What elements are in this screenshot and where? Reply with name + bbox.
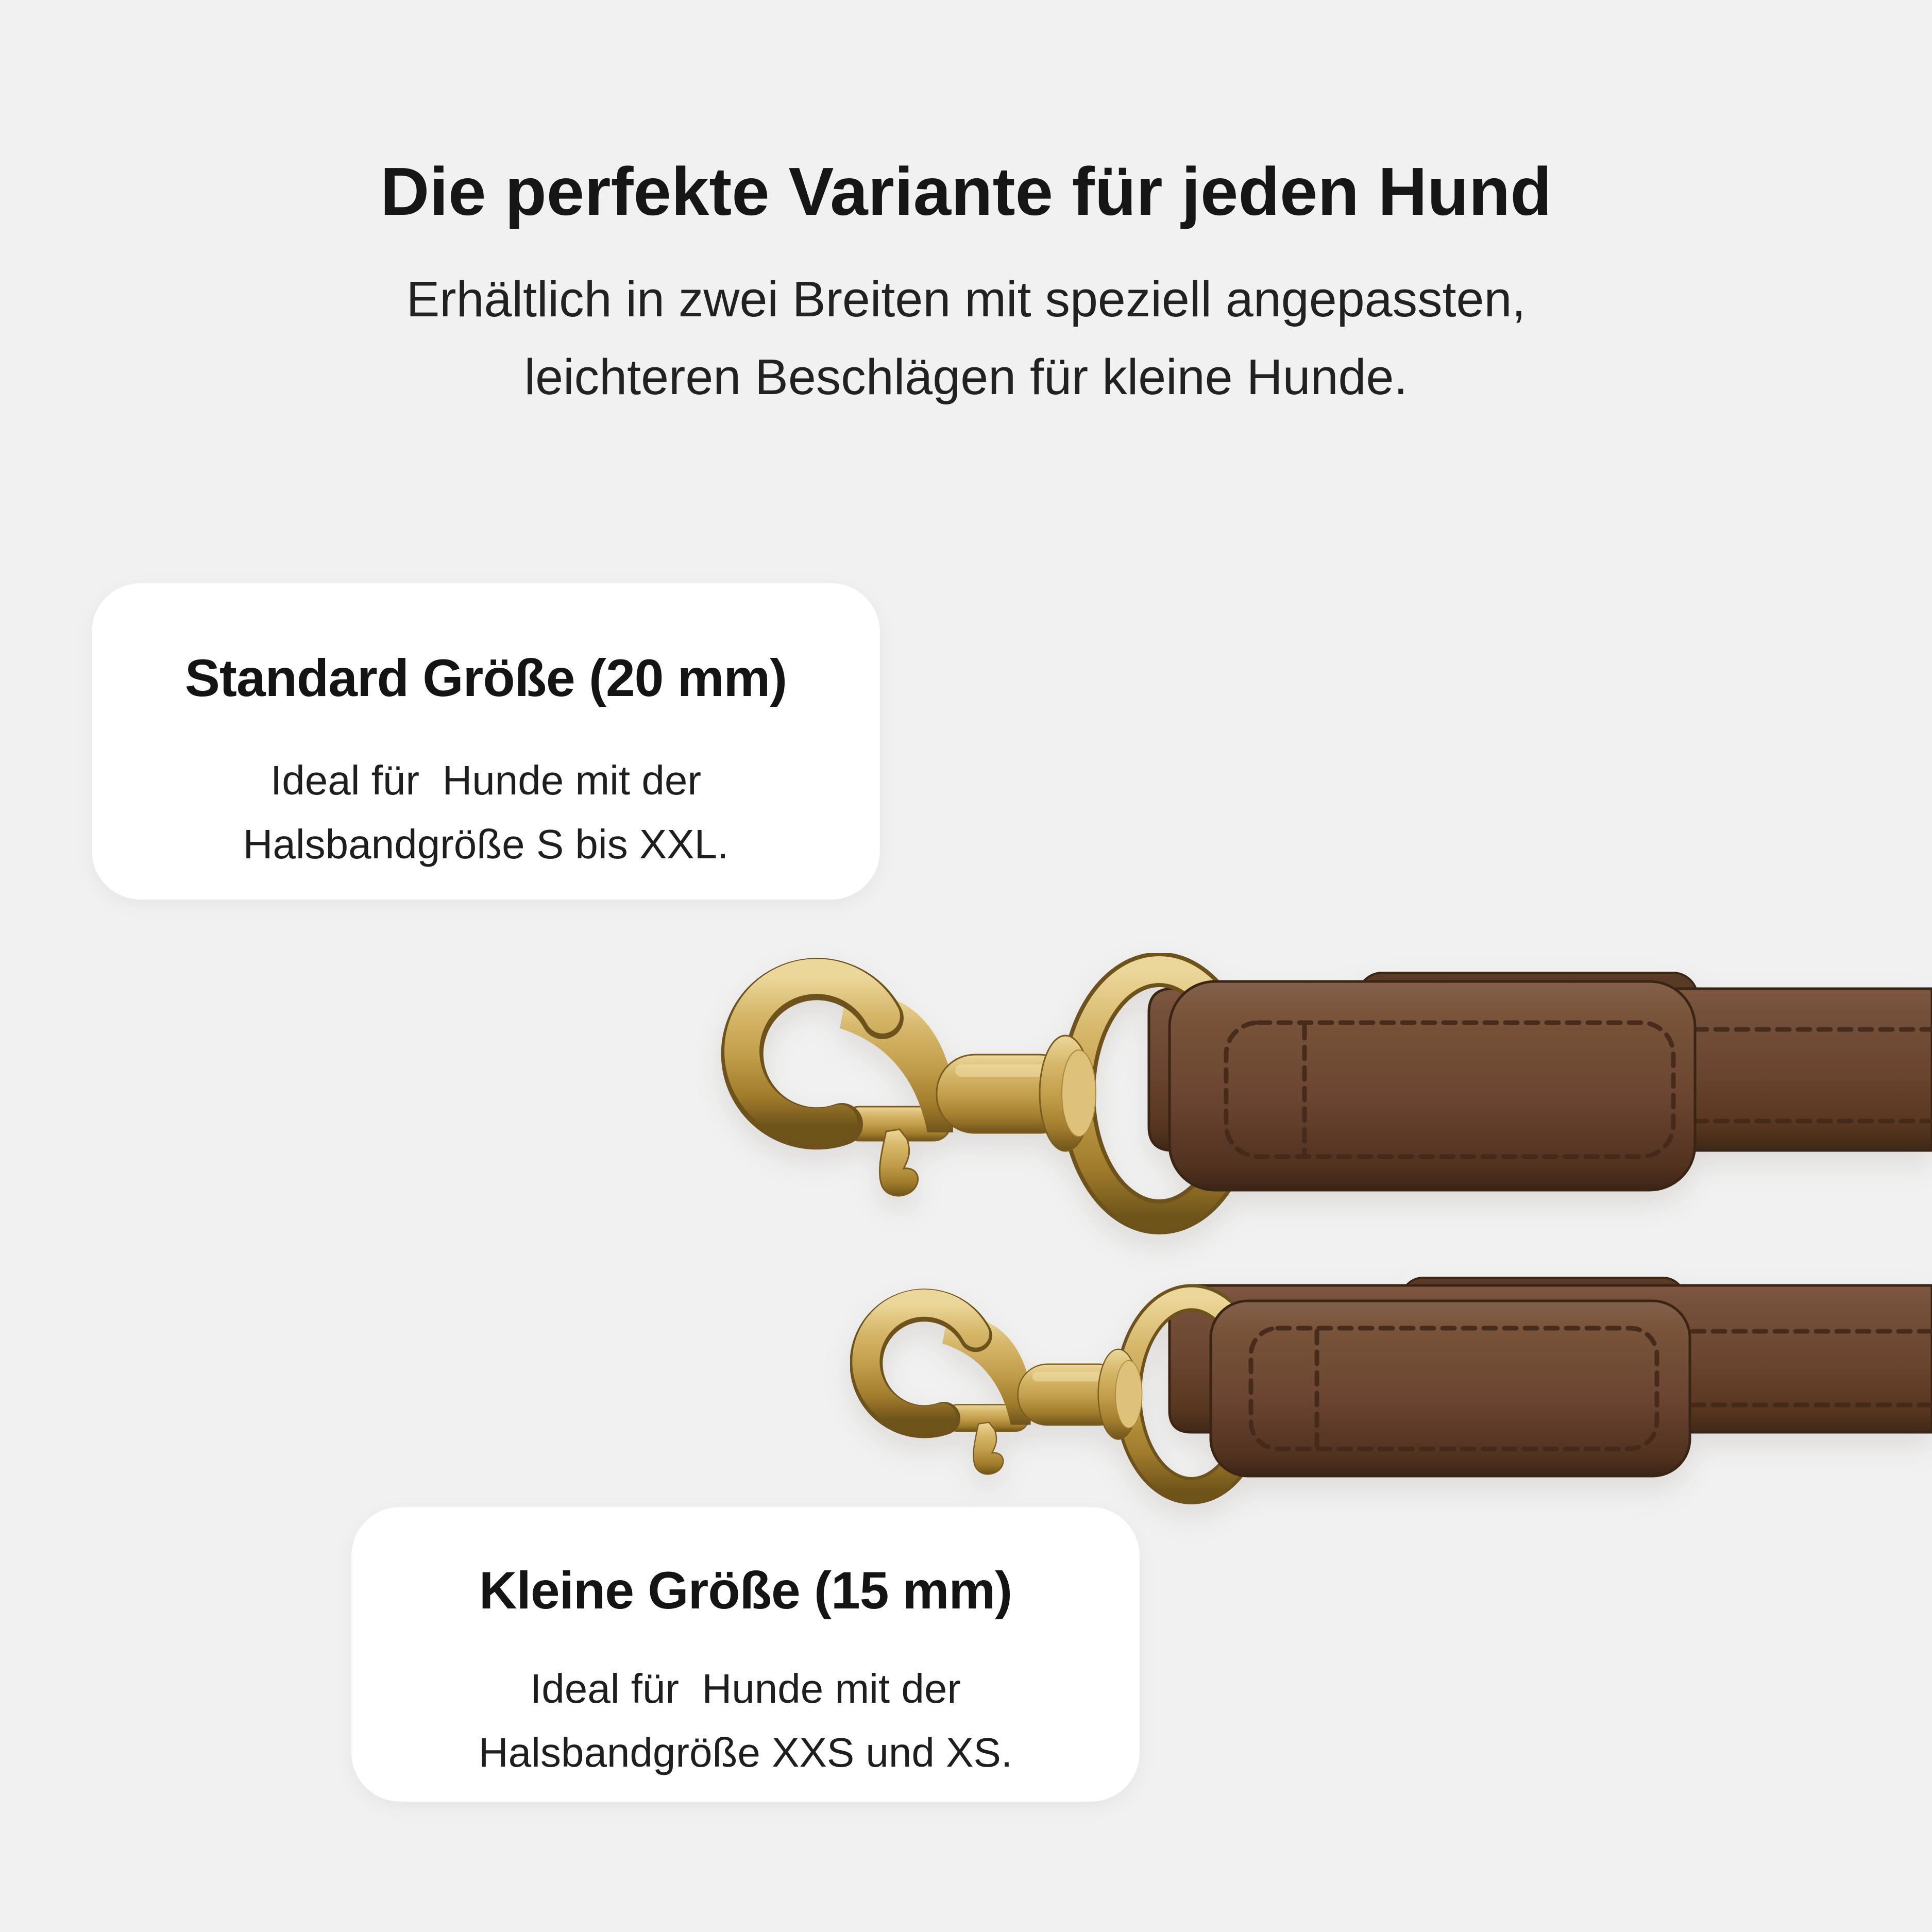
brass-snap-hook-icon [742, 976, 1096, 1196]
small-size-card [351, 1507, 1140, 1802]
page-title: Die perfekte Variante für jeden Hund [380, 154, 1552, 229]
small-leash-photo [850, 1262, 1932, 1520]
small-size-description-line-1: Ideal für Hunde mit der [530, 1666, 961, 1711]
leather-strap-fold [1211, 1301, 1690, 1476]
standard-leash-photo [711, 953, 1932, 1252]
standard-size-description [92, 749, 880, 876]
page-subtitle [0, 260, 1932, 416]
standard-size-heading: Standard Größe (20 mm) [184, 649, 787, 707]
small-size-heading: Kleine Größe (15 mm) [479, 1561, 1012, 1620]
standard-size-description-line-1: Ideal für Hunde mit der [270, 757, 701, 803]
leather-strap-fold [1170, 981, 1695, 1190]
brass-snap-hook-icon [866, 1303, 1142, 1474]
standard-size-card [92, 583, 880, 900]
small-size-description [351, 1657, 1140, 1785]
page-subtitle-line-1: Erhältlich in zwei Breiten mit speziell angepassten, [406, 271, 1526, 327]
small-size-description-line-2: Halsbandgröße XXS und XS. [478, 1730, 1013, 1775]
page-subtitle-line-2: leichteren Beschlägen für kleine Hunde. [524, 349, 1408, 405]
standard-size-description-line-2: Halsbandgröße S bis XXL. [243, 821, 729, 867]
